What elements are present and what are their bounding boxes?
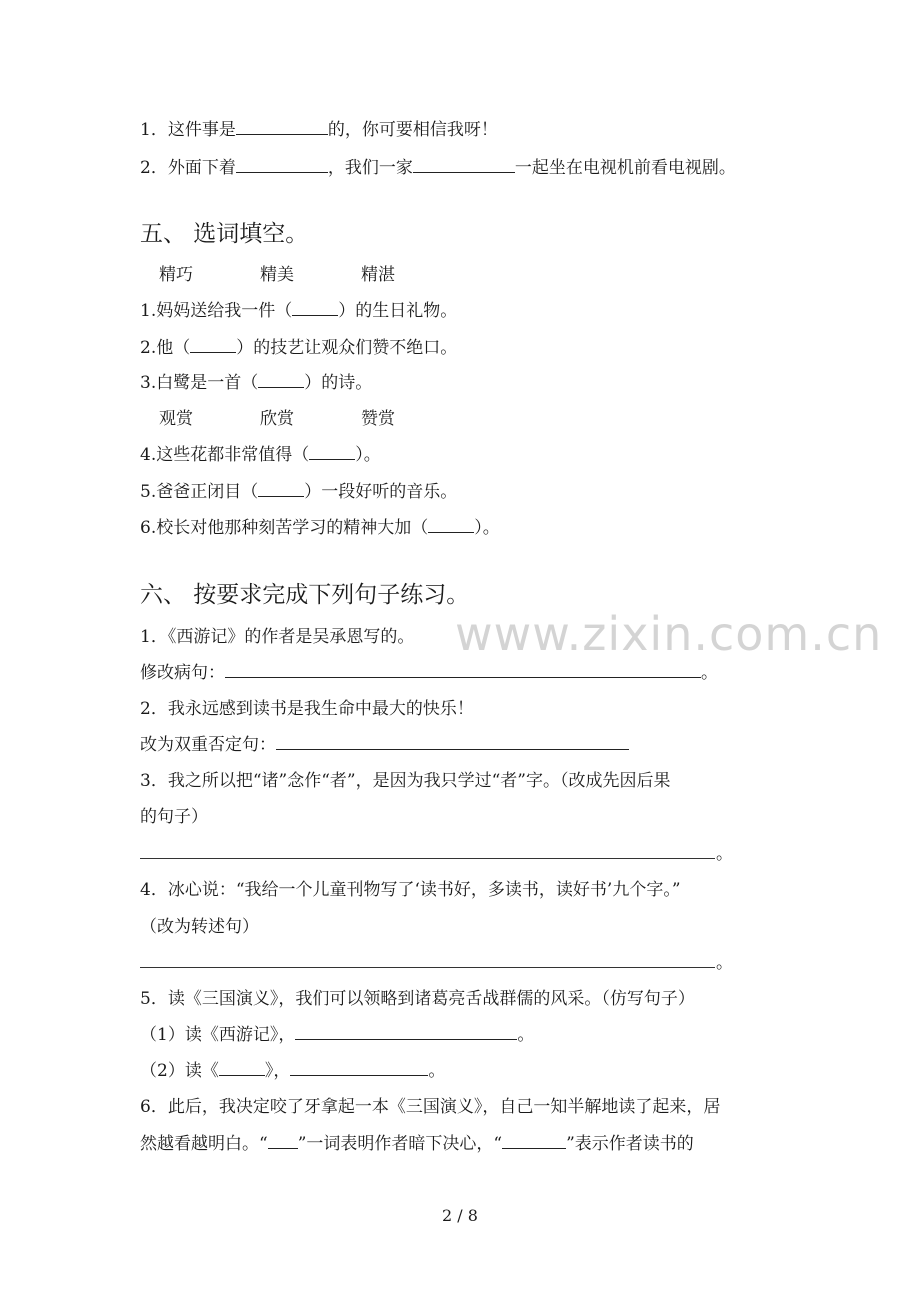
question-line (140, 337, 457, 359)
question-text: 》， (264, 1061, 291, 1081)
answer-blank[interactable] (295, 1025, 517, 1040)
answer-line (140, 662, 718, 684)
answer-blank[interactable] (225, 663, 701, 678)
answer-blank[interactable] (413, 158, 515, 173)
question-text: 3.白鹭是一首（ (140, 373, 259, 393)
question-line (140, 517, 500, 539)
answer-blank[interactable] (258, 373, 304, 388)
answer-blank[interactable] (219, 1061, 265, 1076)
answer-blank[interactable] (290, 1061, 428, 1076)
section-heading: 六、 按要求完成下列句子练习。 (140, 582, 470, 608)
question-text: ）。 (474, 518, 500, 538)
answer-line (140, 1060, 445, 1082)
question-line (140, 300, 457, 322)
question-text: ）。 (355, 445, 381, 465)
question-text: ，我们一家 (327, 158, 413, 178)
word-choice: 观赏 (159, 409, 193, 429)
end-mark: 。 (701, 663, 718, 683)
word-choice: 欣赏 (260, 409, 294, 429)
question-line (140, 481, 457, 503)
word-choice: 精美 (260, 265, 294, 285)
question-line (140, 372, 372, 394)
question-line (140, 1133, 694, 1155)
end-mark: 。 (716, 844, 733, 864)
answer-blank[interactable] (309, 445, 355, 460)
answer-blank[interactable] (258, 482, 304, 497)
question-text: 2．外面下着 (140, 158, 236, 178)
question-text: 的句子） (140, 807, 208, 827)
question-text: 1.妈妈送给我一件（ (140, 301, 293, 321)
question-text: 5.爸爸正闭目（ (140, 482, 259, 502)
answer-blank[interactable] (268, 1134, 298, 1149)
end-mark: 。 (428, 1061, 446, 1081)
answer-blank[interactable] (276, 735, 629, 750)
answer-blank[interactable] (292, 301, 338, 316)
question-text: ）的技艺让观众们赞不绝口。 (236, 338, 458, 358)
answer-blank[interactable] (502, 1134, 566, 1149)
question-text: 1．这件事是 (140, 120, 236, 140)
question-line (140, 157, 736, 179)
answer-rule[interactable] (140, 967, 715, 968)
question-text: 4.这些花都非常值得（ (140, 445, 310, 465)
section-heading: 五、 选词填空。 (140, 221, 309, 247)
question-text: 2.他（ (140, 338, 191, 358)
question-text: （改为转述句） (140, 917, 259, 937)
question-text: （1）读《西游记》， (140, 1025, 296, 1045)
question-line (140, 444, 381, 466)
question-text: 的，你可要相信我呀！ (327, 120, 498, 140)
question-text: 4．冰心说：“我给一个儿童刊物写了‘读书好，多读书，读好书’九个字。” (140, 880, 681, 900)
answer-line (140, 1024, 534, 1046)
question-text: 3．我之所以把“诸”念作“者”，是因为我只学过“者”字。（改成先因后果 (140, 771, 671, 791)
question-text: 2．我永远感到读书是我生命中最大的快乐！ (140, 699, 474, 719)
question-text: （2）读《 (140, 1061, 219, 1081)
answer-rule[interactable] (140, 858, 715, 859)
answer-label: 改为双重否定句： (140, 735, 276, 755)
end-mark: 。 (517, 1025, 535, 1045)
question-text: 5．读《三国演义》，我们可以领略到诸葛亮舌战群儒的风采。（仿写句子） (140, 989, 695, 1009)
page-number: 2 / 8 (442, 1206, 478, 1225)
question-text: ”一词表明作者暗下决心，“ (297, 1134, 503, 1154)
answer-blank[interactable] (190, 338, 236, 353)
answer-blank[interactable] (236, 158, 328, 173)
word-choice: 赞赏 (361, 409, 395, 429)
question-text: 6．此后，我决定咬了牙拿起一本《三国演义》，自己一知半解地读了起来，居 (140, 1097, 721, 1117)
question-text: ）的生日礼物。 (338, 301, 458, 321)
word-choice: 精湛 (361, 265, 395, 285)
question-line (140, 119, 498, 141)
question-text: 然越看越明白。“ (140, 1134, 268, 1154)
question-text: ”表示作者读书的 (566, 1134, 694, 1154)
question-text: ）的诗。 (304, 373, 373, 393)
answer-line (140, 734, 629, 756)
question-text: 一起坐在电视机前看电视剧。 (514, 158, 736, 178)
word-choice: 精巧 (159, 265, 193, 285)
question-text: 1．《西游记》的作者是吴承恩写的。 (140, 627, 415, 647)
question-text: ）一段好听的音乐。 (304, 482, 458, 502)
watermark: www.zixin.com.cn (455, 607, 883, 661)
answer-blank[interactable] (428, 518, 474, 533)
question-text: 6.校长对他那种刻苦学习的精神大加（ (140, 518, 429, 538)
answer-label: 修改病句： (140, 663, 225, 683)
end-mark: 。 (716, 953, 733, 973)
answer-blank[interactable] (236, 120, 328, 135)
